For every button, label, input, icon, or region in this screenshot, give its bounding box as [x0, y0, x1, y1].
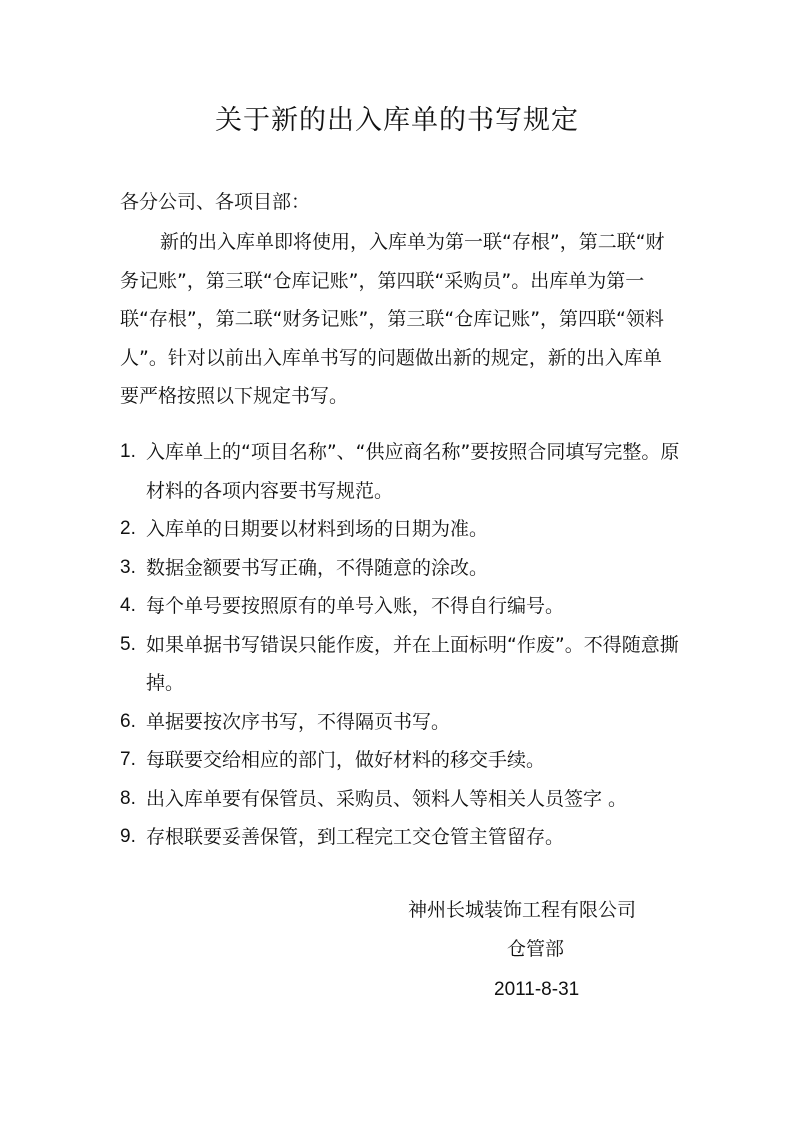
rule-item: [120, 741, 680, 780]
rule-text: 单据要按次序书写，不得隔页书写。: [146, 710, 451, 733]
rule-item: [120, 818, 680, 857]
rule-text: 如果单据书写错误只能作废，并在上面标明“作废”。不得随意撕掉。: [146, 633, 679, 694]
rule-text: 入库单的日期要以材料到场的日期为准。: [146, 518, 489, 540]
rule-number: 2.: [120, 518, 136, 539]
salutation: 各分公司、各项目部：: [120, 191, 311, 213]
rule-item: [120, 703, 680, 742]
signature-date: 2011-8-31: [494, 979, 580, 1000]
intro-paragraph: 新的出入库单即将使用，入库单为第一联“存根”，第二联“财务记账”，第三联“仓库记账”，第四联“采购员”。出库单为第一联“存根”，第二联“财务记账”，第三联“仓库记账”，第四联“领料人”。针对以前出入库单书写的问题做出新的规定，新的出入库单要严格按照以下规定书写。: [120, 231, 665, 407]
rule-number: 5.: [120, 633, 136, 655]
rule-item: [120, 510, 680, 549]
rule-text: 入库单上的“项目名称”、“供应商名称”要按照合同填写完整。原材料的各项内容要书写规范。: [146, 441, 680, 502]
signature-department: 仓管部: [507, 938, 565, 960]
rule-item: [120, 549, 680, 588]
rule-text: 数据金额要书写正确，不得随意的涂改。: [146, 556, 489, 579]
rule-number: 6.: [120, 710, 136, 732]
rule-number: 3.: [120, 556, 136, 578]
rules-list: [120, 433, 680, 857]
rule-number: 1.: [120, 441, 136, 462]
rule-number: 7.: [120, 749, 136, 770]
rule-text: 每个单号要按照原有的单号入账，不得自行编号。: [146, 595, 565, 617]
rule-item: [120, 587, 680, 626]
rule-number: 8.: [120, 787, 136, 809]
document-title: 关于新的出入库单的书写规定: [215, 105, 579, 136]
rule-text: 每联要交给相应的部门，做好材料的移交手续。: [146, 749, 546, 771]
rule-item: [120, 433, 680, 510]
signature-company: 神州长城装饰工程有限公司: [408, 899, 637, 921]
rule-text: 出入库单要有保管员、采购员、领料人等相关人员签字 。: [146, 787, 628, 810]
rule-item: [120, 626, 680, 703]
rule-number: 4.: [120, 595, 136, 616]
rule-item: [120, 780, 680, 819]
rule-text: 存根联要妥善保管，到工程完工交仓管主管留存。: [146, 826, 565, 848]
rule-number: 9.: [120, 826, 136, 847]
